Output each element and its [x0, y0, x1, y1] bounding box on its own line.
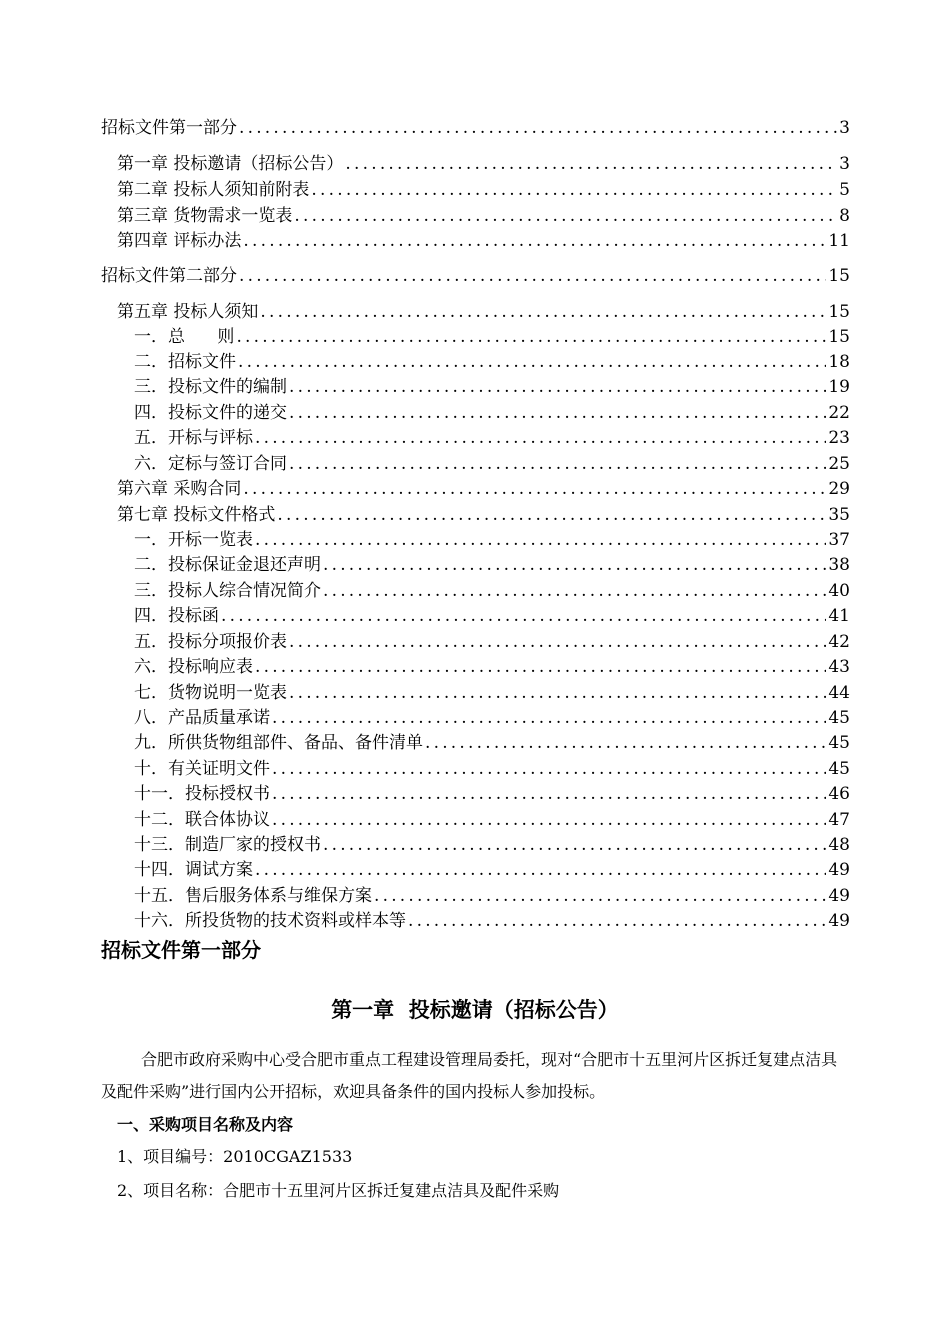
toc-entry-page: 49 [828, 911, 850, 931]
toc-entry-page: 45 [828, 733, 850, 753]
toc-entry-label: 四．投标函 [134, 606, 219, 626]
toc-entry-page: 8 [839, 206, 850, 226]
toc-entry[interactable] [134, 808, 850, 832]
toc-entry-label: 三．投标文件的编制 [134, 377, 287, 397]
toc-entry-label: 三．投标人综合情况简介 [134, 581, 321, 601]
toc-leader-dots [221, 604, 826, 628]
toc-entry[interactable] [101, 264, 850, 288]
toc-leader-dots [243, 229, 826, 253]
toc-leader-dots [289, 452, 826, 476]
toc-entry-page: 41 [828, 606, 850, 626]
toc-leader-dots [289, 375, 826, 399]
toc-entry[interactable] [134, 452, 850, 476]
toc-leader-dots [272, 706, 826, 730]
toc-entry-page: 11 [828, 231, 850, 251]
toc-entry-page: 19 [828, 377, 850, 397]
toc-leader-dots [311, 178, 837, 202]
toc-entry[interactable] [134, 630, 850, 654]
toc-leader-dots [425, 731, 826, 755]
toc-entry-label: 第三章 货物需求一览表 [117, 206, 293, 226]
intro-paragraph: 合肥市政府采购中心受合肥市重点工程建设管理局委托，现对“合肥市十五里河片区拆迁复建点洁具及配件采购”进行国内公开招标，欢迎具备条件的国内投标人参加投标。 [101, 1050, 838, 1101]
toc-entry-label: 第一章 投标邀请（招标公告） [117, 154, 344, 174]
project-name: 2、项目名称：合肥市十五里河片区拆迁复建点洁具及配件采购 [117, 1181, 560, 1200]
toc-entry[interactable] [117, 503, 850, 527]
toc-leader-dots [289, 630, 826, 654]
toc-entry-page: 15 [828, 327, 850, 347]
toc-entry[interactable] [134, 884, 850, 908]
toc-entry-page: 49 [828, 860, 850, 880]
toc-leader-dots [323, 833, 826, 857]
toc-entry[interactable] [117, 477, 850, 501]
toc-entry[interactable] [134, 604, 850, 628]
toc-leader-dots [255, 426, 826, 450]
toc-entry-page: 40 [828, 581, 850, 601]
toc-entry-label: 十．有关证明文件 [134, 759, 270, 779]
toc-entry-label: 十二．联合体协议 [134, 810, 270, 830]
toc-entry[interactable] [134, 757, 850, 781]
toc-entry-page: 15 [828, 266, 850, 286]
toc-entry-page: 23 [828, 428, 850, 448]
toc-entry-page: 37 [828, 530, 850, 550]
toc-entry-page: 5 [839, 180, 850, 200]
toc-entry-label: 六．投标响应表 [134, 657, 253, 677]
toc-entry-page: 49 [828, 886, 850, 906]
toc-leader-dots [239, 264, 826, 288]
toc-entry-page: 43 [828, 657, 850, 677]
toc-entry[interactable] [134, 528, 850, 552]
toc-entry-label: 七．货物说明一览表 [134, 683, 287, 703]
toc-entry[interactable] [134, 579, 850, 603]
toc-leader-dots [255, 655, 826, 679]
toc-leader-dots [255, 528, 826, 552]
toc-entry-page: 29 [828, 479, 850, 499]
toc-entry[interactable] [134, 909, 850, 933]
toc-entry[interactable] [134, 731, 850, 755]
toc-leader-dots [243, 477, 826, 501]
toc-entry[interactable] [134, 681, 850, 705]
toc-entry-page: 47 [828, 810, 850, 830]
toc-entry-label: 八．产品质量承诺 [134, 708, 270, 728]
toc-entry-label: 招标文件第二部分 [101, 266, 237, 286]
toc-leader-dots [374, 884, 826, 908]
toc-entry-page: 3 [839, 154, 850, 174]
toc-entry-label: 一．总 则 [134, 327, 235, 347]
toc-leader-dots [260, 300, 826, 324]
toc-entry-label: 六．定标与签订合同 [134, 454, 287, 474]
toc-entry-label: 十五．售后服务体系与维保方案 [134, 886, 372, 906]
part-heading: 招标文件第一部分 [101, 938, 261, 962]
toc-leader-dots [289, 401, 826, 425]
toc-entry-label: 第四章 评标办法 [117, 231, 242, 251]
toc-entry-page: 22 [828, 403, 850, 423]
toc-entry-label: 十三．制造厂家的授权书 [134, 835, 321, 855]
toc-entry-label: 十四．调试方案 [134, 860, 253, 880]
toc-entry-page: 45 [828, 708, 850, 728]
toc-entry-page: 44 [828, 683, 850, 703]
section-heading: 一、采购项目名称及内容 [117, 1115, 294, 1134]
toc-entry-label: 一．开标一览表 [134, 530, 253, 550]
toc-leader-dots [323, 553, 826, 577]
toc-entry-label: 五．开标与评标 [134, 428, 253, 448]
toc-entry[interactable] [134, 833, 850, 857]
toc-entry[interactable] [101, 116, 850, 140]
toc-leader-dots [323, 579, 826, 603]
toc-leader-dots [238, 350, 826, 374]
toc-entry-page: 18 [828, 352, 850, 372]
toc-entry-page: 3 [839, 118, 850, 138]
toc-entry[interactable] [134, 655, 850, 679]
toc-entry-label: 十一．投标授权书 [134, 784, 270, 804]
toc-leader-dots [272, 757, 826, 781]
toc-entry-label: 第七章 投标文件格式 [117, 505, 276, 525]
toc-entry-label: 二．投标保证金退还声明 [134, 555, 321, 575]
toc-leader-dots [289, 681, 826, 705]
toc-entry-page: 45 [828, 759, 850, 779]
toc-entry-label: 四．投标文件的递交 [134, 403, 287, 423]
chapter-heading: 第一章 投标邀请（招标公告） [331, 998, 619, 1022]
toc-entry-page: 38 [828, 555, 850, 575]
toc-leader-dots [345, 152, 837, 176]
toc-entry-page: 15 [828, 302, 850, 322]
toc-entry-label: 第六章 采购合同 [117, 479, 242, 499]
toc-entry[interactable] [134, 426, 850, 450]
project-number: 1、项目编号：2010CGAZ1533 [117, 1147, 353, 1166]
toc-entry[interactable] [134, 325, 850, 349]
toc-leader-dots [239, 116, 837, 140]
toc-entry[interactable] [117, 229, 850, 253]
toc-leader-dots [272, 782, 826, 806]
toc-entry-page: 46 [828, 784, 850, 804]
toc-leader-dots [255, 858, 826, 882]
toc-entry[interactable] [117, 152, 850, 176]
toc-entry[interactable] [134, 553, 850, 577]
toc-leader-dots [408, 909, 826, 933]
toc-leader-dots [277, 503, 826, 527]
toc-entry-label: 招标文件第一部分 [101, 118, 237, 138]
toc-entry-label: 二．招标文件 [134, 352, 236, 372]
toc-entry[interactable] [117, 204, 850, 228]
toc-entry[interactable] [134, 350, 850, 374]
toc-leader-dots [236, 325, 826, 349]
toc-leader-dots [272, 808, 826, 832]
toc-entry-label: 第五章 投标人须知 [117, 302, 259, 322]
toc-entry-label: 九．所供货物组部件、备品、备件清单 [134, 733, 423, 753]
toc-entry[interactable] [134, 401, 850, 425]
toc-entry[interactable] [134, 782, 850, 806]
toc-entry[interactable] [134, 706, 850, 730]
toc-entry[interactable] [134, 375, 850, 399]
toc-entry-page: 25 [828, 454, 850, 474]
toc-entry-page: 48 [828, 835, 850, 855]
toc-entry[interactable] [117, 300, 850, 324]
toc-entry-label: 十六．所投货物的技术资料或样本等 [134, 911, 406, 931]
toc-entry-page: 35 [828, 505, 850, 525]
toc-entry[interactable] [134, 858, 850, 882]
toc-entry-label: 五．投标分项报价表 [134, 632, 287, 652]
toc-entry-label: 第二章 投标人须知前附表 [117, 180, 310, 200]
toc-entry-page: 42 [828, 632, 850, 652]
toc-leader-dots [294, 204, 837, 228]
toc-entry[interactable] [117, 178, 850, 202]
